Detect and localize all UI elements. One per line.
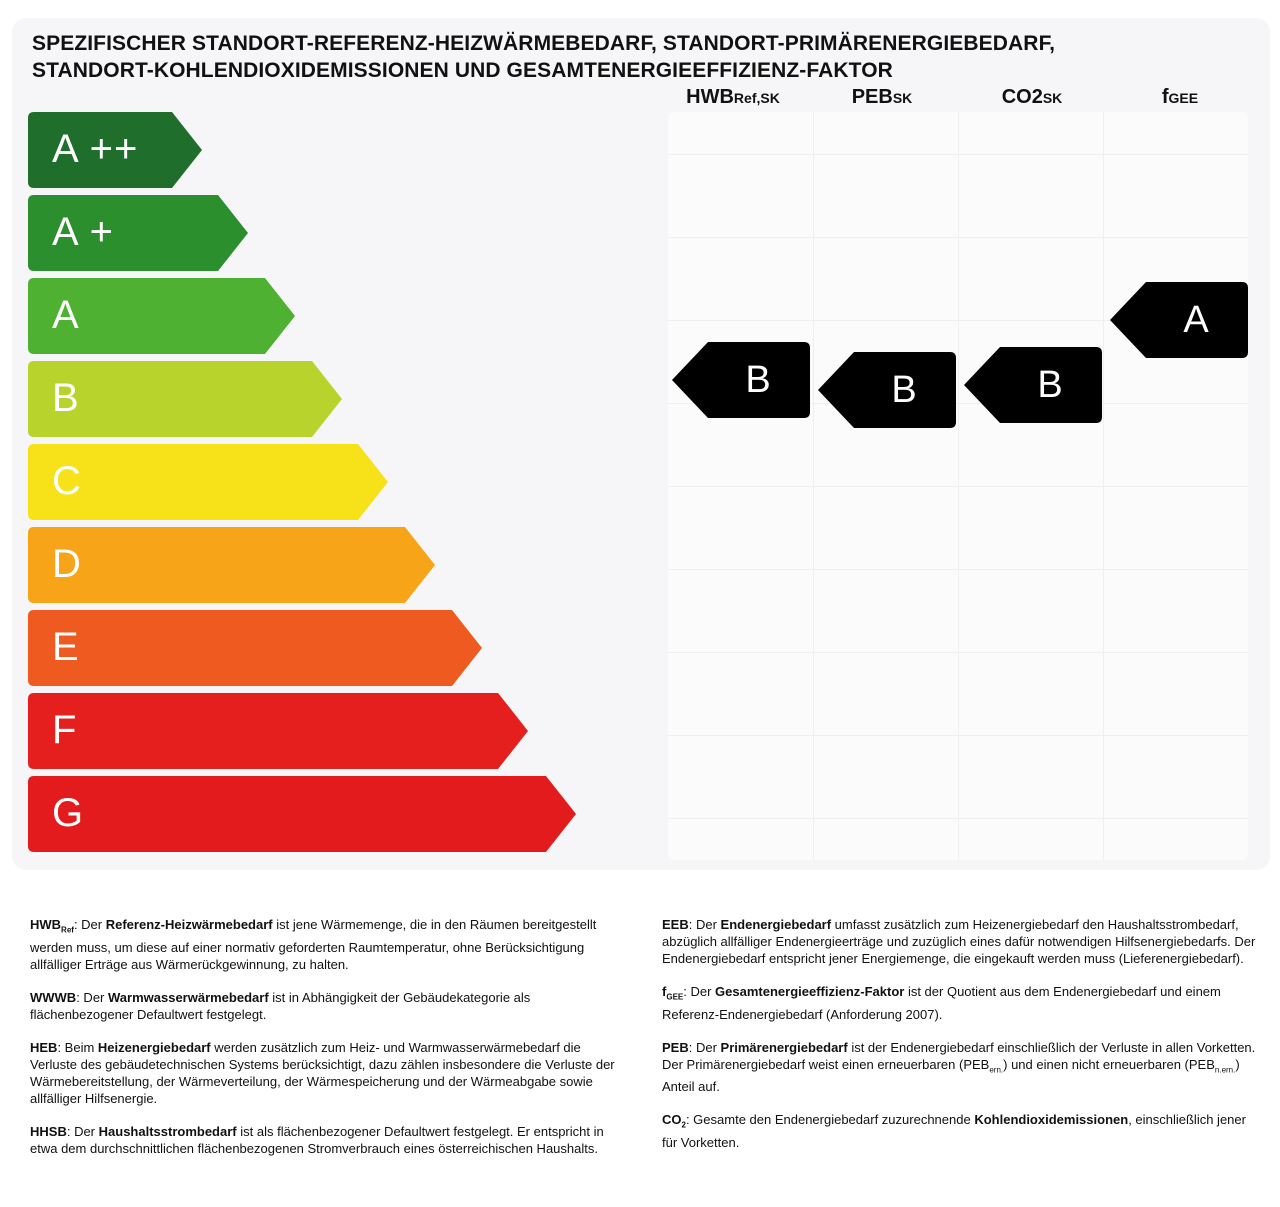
scale-bar-shape: [28, 776, 576, 852]
column-header-co2: CO2SK: [1001, 86, 1063, 108]
column-headers: [0, 86, 1280, 112]
definitions-right: [662, 916, 1258, 1167]
scale-bar-shape: [28, 444, 388, 520]
scale-arrow: [28, 610, 482, 686]
scale-bar-f: F: [28, 693, 528, 767]
scale-arrow: [28, 693, 528, 769]
scale-bar-shape: [28, 527, 435, 603]
page-title: [32, 30, 1232, 84]
scale-bar-d: D: [28, 527, 435, 601]
scale-bar-e: E: [28, 610, 482, 684]
definitions-left: [30, 916, 622, 1173]
scale-bar-c: C: [28, 444, 388, 518]
definition-wwwb: WWWB: Der Warmwasserwärmebedarf ist in Abhängigkeit der Gebäudekategorie als flächenbezogener Defaultwert festgelegt.: [30, 989, 531, 1022]
title-line-1: SPEZIFISCHER STANDORT-REFERENZ-HEIZWÄRMEBEDARF, STANDORT-PRIMÄRENERGIEBEDARF,: [32, 32, 1056, 55]
definition-co2: $CO_2$: Gesamte den Endenergiebedarf zuzurechnende Kohlendioxidemissionen, einschließlich jener für Vorketten.: [662, 1112, 1246, 1150]
scale-bar-shape: [28, 610, 482, 686]
definition-peb: PEB: Der Primärenergiebedarf ist der Endenergiebedarf einschließlich der Verluste in allen Vorketten. Der Primärenergiebedarf weist einen erneuerbaren $(PEB_{ern.})$ und einen nicht erneuerbaren $(PEB_{n.ern.})$ Anteil auf.: [662, 1039, 1256, 1095]
rating-grid: [668, 112, 1248, 860]
rating-indicator-hwb: B: [672, 342, 810, 418]
definition-hwb: $HWB_{Ref}$: Der Referenz-Heizwärmebedarf ist jene Wärmemenge, die in den Räumen bereitgestellt werden muss, um diese auf einer normativ geforderten Raumtemperatur, ohne Berücksichtigung allfälliger Erträge aus Wärmerückgewinnung, zu halten.: [30, 917, 597, 972]
scale-bar-a: A: [28, 278, 295, 352]
definition-fgee: $f_{GEE}$: Der Gesamtenergieeffizienz-Faktor ist der Quotient aus dem Endenergiebedarf und einem Referenz-Endenergiebedarf (Anforderung 2007).: [662, 984, 1221, 1022]
scale-arrow: [28, 776, 576, 852]
scale-arrow: [28, 527, 435, 603]
definition-hhsb: HHSB: Der Haushaltsstrombedarf ist als flächenbezogener Defaultwert festgelegt. Er entspricht in etwa dem durchschnittlichen flächenbezogenen Stromverbrauch eines österreichischen Haushalts.: [30, 1123, 604, 1156]
scale-bar-b: B: [28, 361, 342, 435]
title-line-2: STANDORT-KOHLENDIOXIDEMISSIONEN UND GESAMTENERGIEEFFIZIENZ-FAKTOR: [32, 59, 893, 82]
column-header-fgee: fGEE: [1161, 86, 1199, 108]
scale-bar-shape: [28, 693, 528, 769]
scale-bar-a-plus: A +: [28, 195, 248, 269]
rating-indicator-peb: B: [818, 352, 956, 428]
scale-arrow: [28, 444, 388, 520]
rating-indicator-fgee: A: [1110, 282, 1248, 358]
column-header-hwb: HWBRef,SK: [686, 86, 780, 108]
definition-heb: HEB: Beim Heizenergiebedarf werden zusätzlich zum Heiz- und Warmwasserwärmebedarf die Verluste des gebäudetechnischen Systems berücksichtigt, dazu zählen insbesondere die Verluste der Wärmebereitstellung, der Wärmeverteilung, der Wärmespeicherung und der Wärmeabgabe sowie allfälliger Hilfsenergie.: [30, 1039, 615, 1106]
rating-indicator-co2: B: [964, 347, 1102, 423]
scale-bar-g: G: [28, 776, 576, 850]
column-header-peb: PEBSK: [851, 86, 913, 108]
definition-eeb: EEB: Der Endenergiebedarf umfasst zusätzlich zum Heizenergiebedarf den Haushaltsstrombedarf, abzüglich allfälliger Endenergieerträge und zuzüglich eines dafür notwendigen Hilfsenergiebedarfs. Der Endenergiebedarf entspricht jener Energiemenge, die eingekauft werden muss (Lieferenergiebedarf).: [662, 917, 1256, 966]
scale-bar-a-plus-plus: A ++: [28, 112, 202, 186]
